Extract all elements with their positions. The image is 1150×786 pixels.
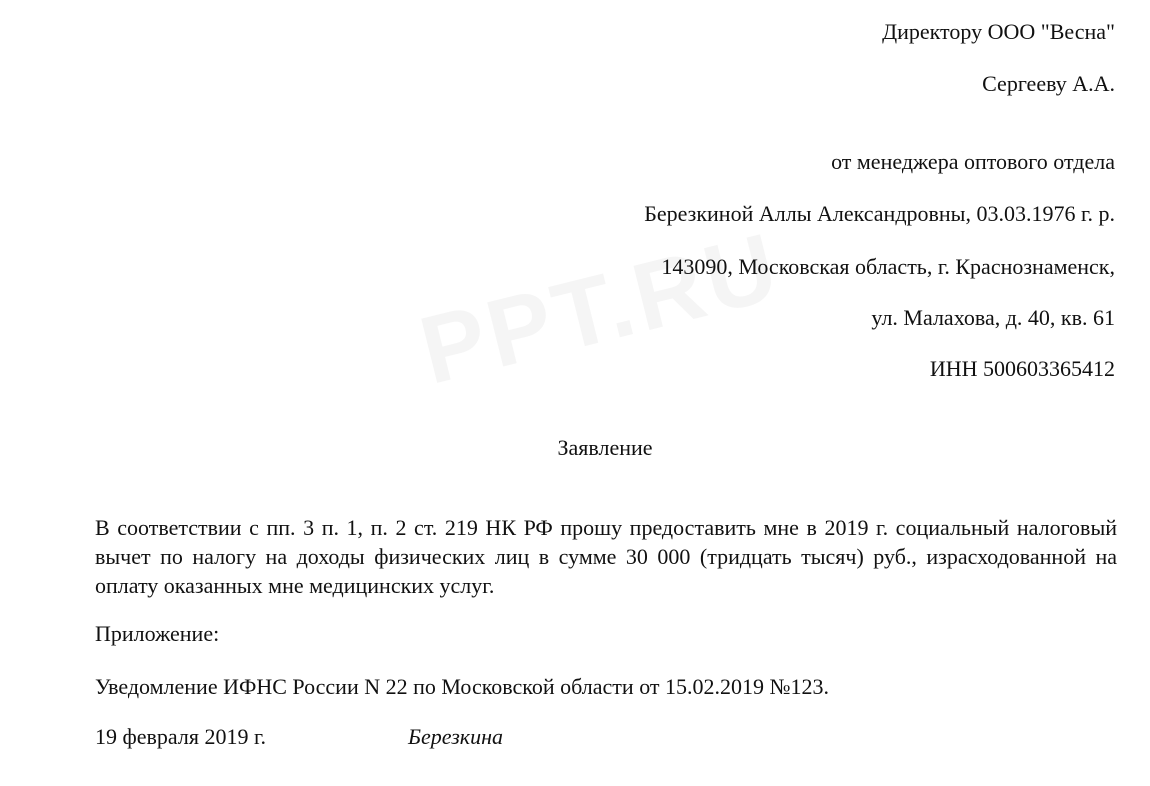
body-paragraph: В соответствии с пп. 3 п. 1, п. 2 ст. 219 НК РФ прошу предоставить мне в 2019 г. социальный налоговый вычет по налогу на доходы физических лиц в сумме 30 000 (тридцать тысяч) руб., израсходованной на оплату оказанных мне медицинских услуг. — [95, 515, 1117, 598]
address-line-1: 143090, Московская область, г. Краснознаменск, — [661, 254, 1115, 279]
attachment-label: Приложение: — [95, 621, 220, 646]
addressee-line-2: Сергееву А.А. — [982, 71, 1115, 96]
signature: Березкина — [408, 724, 504, 749]
inn-line: ИНН 500603365412 — [929, 356, 1115, 381]
document-title: Заявление — [557, 435, 653, 460]
watermark: PPT.RU — [410, 212, 791, 405]
applicant-name: Березкиной Аллы Александровны, 03.03.1976 г. р. — [644, 201, 1115, 226]
addressee-line-1: Директору ООО "Весна" — [882, 19, 1115, 44]
address-line-2: ул. Малахова, д. 40, кв. 61 — [871, 305, 1115, 330]
document-date: 19 февраля 2019 г. — [95, 724, 267, 749]
from-line: от менеджера оптового отдела — [831, 149, 1115, 174]
attachment-item: Уведомление ИФНС России N 22 по Московской области от 15.02.2019 №123. — [95, 674, 830, 699]
